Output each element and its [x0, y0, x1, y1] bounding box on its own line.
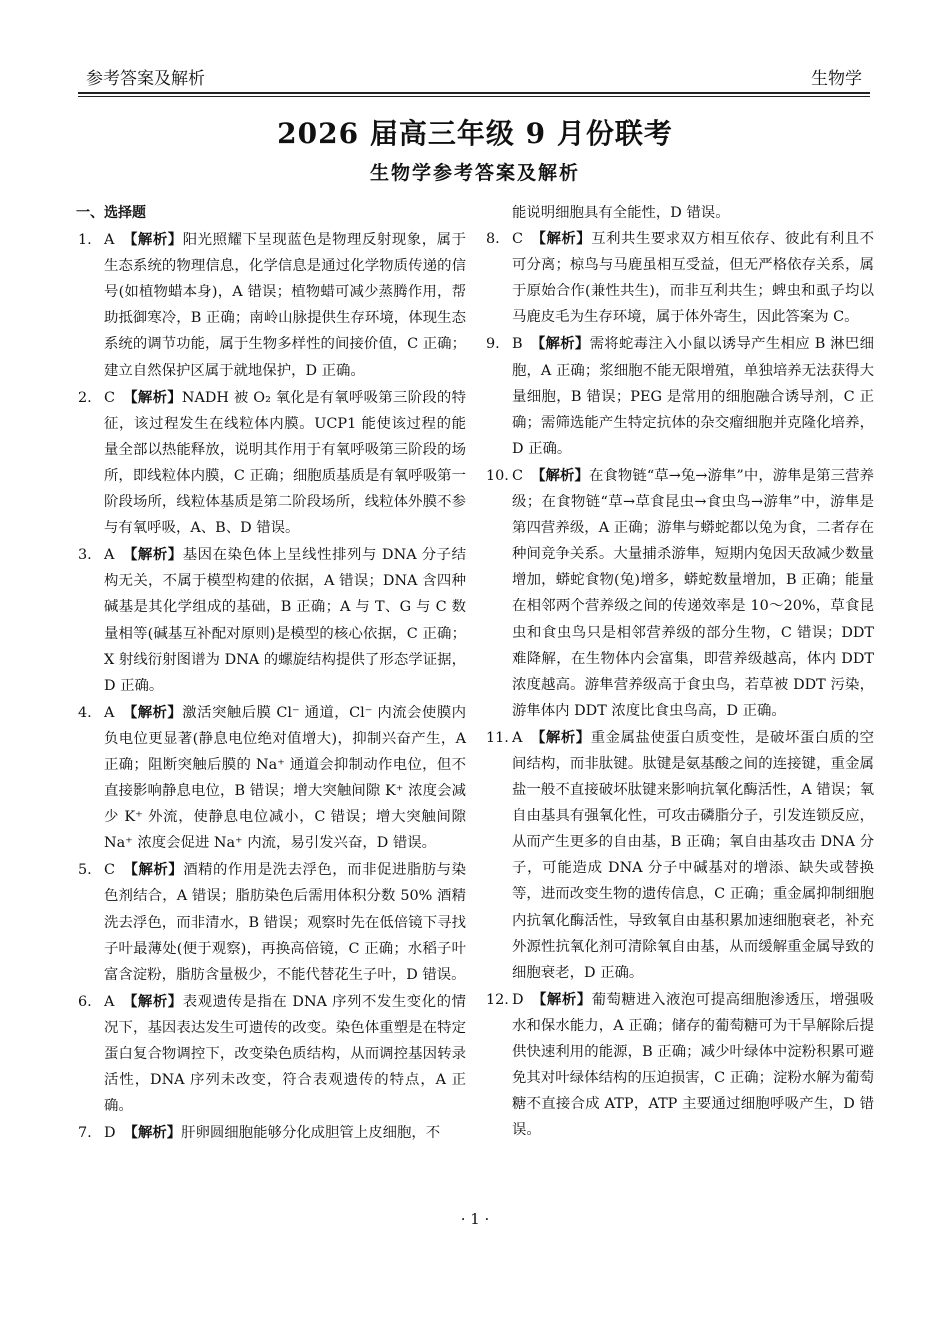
answer-letter: A: [104, 232, 115, 249]
analysis-text: 互利共生要求双方相互依存、彼此有利且不可分离；椋鸟与马鹿虽相互受益，但无严格依存关系，属于原始合作(兼性共生)，而非互利共生；蜱虫和虱子均以马鹿皮毛为生存环境，属于体外寄生，因此答案为 C。: [512, 231, 874, 326]
question-body: [104, 385, 466, 542]
analysis-text: 重金属盐使蛋白质变性，是破坏蛋白质的空间结构，而非肽键。肽键是氨基酸之间的连接键，重金属盐一般不直接破坏肽键来影响抗氧化酶活性，A 错误；氧自由基具有强氧化性，可攻击磷脂分子，引发连锁反应，从而产生更多的自由基，B 正确；氧自由基攻击 DNA 分子，可能造成 DNA 分子中碱基对的增添、缺失或替换等，进而改变生物的遗传信息，C 正确；重金属抑制细胞内抗氧化酶活性，导致氧自由基积累加速细胞衰老，补充外源性抗氧化剂可清除氧自由基，从而缓解重金属导致的细胞衰老，D 正确。: [512, 729, 874, 981]
answer-letter: A: [512, 729, 523, 746]
header-subject-label: 生物学: [811, 69, 862, 89]
analysis-tag: 【解析】: [531, 230, 592, 248]
analysis-tag: 【解析】: [531, 990, 592, 1008]
question-number: 5.: [78, 862, 92, 879]
question-item: [78, 857, 466, 987]
question-number: 8.: [486, 231, 500, 248]
page-header: [78, 58, 870, 94]
page-subtitle: 生物学参考答案及解析: [369, 162, 580, 184]
section-heading: 一、选择题: [76, 205, 146, 221]
question-item: [486, 331, 874, 461]
analysis-text: 基因在染色体上呈线性排列与 DNA 分子结构无关，不属于模型构建的依据，A 错误；DNA 含四种碱基是其化学组成的基础，B 正确；A 与 T、G 与 C 数量相等(碱基互补配对原则)是模型的核心依据，C 正确；X 射线衍射图谱为 DNA 的螺旋结构提供了形态学证据，D 正确。: [104, 547, 466, 694]
analysis-tag: 【解析】: [122, 546, 183, 564]
question-body: [512, 987, 874, 1144]
question-body: [104, 857, 466, 987]
analysis-tag: 【解析】: [123, 861, 184, 879]
question-body: [104, 542, 466, 699]
analysis-tag: 【解析】: [530, 335, 590, 353]
question-item: [78, 700, 466, 857]
question-list-right: [486, 226, 874, 1143]
analysis-tag: 【解析】: [123, 388, 182, 406]
question-body: [104, 227, 466, 384]
page-title: 2026 届高三年级 9 月份联考: [277, 117, 673, 150]
answer-letter: B: [512, 336, 523, 353]
answer-letter: A: [104, 993, 115, 1010]
analysis-text: 酒精的作用是洗去浮色，而非促进脂肪与染色剂结合，A 错误；脂肪染色后需用体积分数 50% 酒精洗去浮色，而非清水，B 错误；观察时先在低倍镜下寻找子叶最薄处(便于观察)，再换高倍镜，C 正确；水稻子叶富含淀粉，脂肪含量极少，不能代替花生子叶，D 错误。: [104, 862, 466, 983]
question-number: 6.: [78, 993, 92, 1010]
question-number: 1.: [78, 232, 92, 249]
analysis-tag: 【解析】: [122, 231, 183, 249]
question-number: 2.: [78, 389, 92, 406]
left-column: [78, 200, 466, 1147]
answer-letter: C: [104, 862, 116, 879]
analysis-tag: 【解析】: [123, 1124, 182, 1142]
answer-letter: D: [104, 1125, 116, 1142]
header-divider: [78, 96, 870, 97]
analysis-text: 表观遗传是指在 DNA 序列不发生变化的情况下，基因表达发生可遗传的改变。染色体重塑是在特定蛋白复合物调控下，改变染色质结构，从而调控基因转录活性，DNA 序列未改变，符合表观遗传的特点，A 正确。: [104, 993, 466, 1115]
answer-letter: C: [512, 231, 524, 248]
question-body: [512, 725, 874, 986]
analysis-text: 需将蛇毒注入小鼠以诱导产生相应 B 淋巴细胞，A 正确；浆细胞不能无限增殖，单独培养无法获得大量细胞，B 错误；PEG 是常用的细胞融合诱导剂，C 正确；需筛选能产生特定抗体的杂交瘤细胞并克隆化培养，D 正确。: [512, 336, 874, 457]
question-number: 7.: [78, 1125, 92, 1142]
question-item: [78, 989, 466, 1119]
question-body: [104, 700, 466, 857]
answer-letter: D: [512, 991, 524, 1008]
question-number: 12.: [486, 991, 509, 1008]
question-body: [512, 331, 874, 461]
analysis-tag: 【解析】: [531, 466, 589, 484]
question-item: [78, 227, 466, 384]
analysis-text: NADH 被 O₂ 氧化是有氧呼吸第三阶段的特征，该过程发生在线粒体内膜。UCP1 能使该过程的能量全部以热能释放，说明其作用于有氧呼吸第三阶段的场所，即线粒体内膜，C 正确；细胞质基质是有氧呼吸第一阶段场所，线粒体基质是第二阶段场所，线粒体外膜不参与有氧呼吸，A、B、D 错误。: [104, 389, 466, 537]
question-number: 10.: [486, 467, 509, 484]
question-item: [78, 385, 466, 542]
question-item: [78, 1120, 466, 1146]
question-item: [486, 463, 874, 724]
answer-letter: A: [104, 547, 115, 564]
question-body: [512, 463, 874, 724]
question-item: [486, 725, 874, 986]
right-column: [486, 200, 874, 1144]
answer-letter: C: [512, 467, 524, 484]
analysis-text: 肝卵圆细胞能够分化成胆管上皮细胞，不: [181, 1125, 441, 1142]
analysis-tag: 【解析】: [122, 992, 183, 1010]
analysis-tag: 【解析】: [530, 728, 591, 746]
question-list-left: [78, 227, 466, 1146]
question-body: [512, 226, 874, 330]
question-number: 3.: [78, 547, 92, 564]
question-number: 11.: [486, 729, 509, 746]
analysis-text: 激活突触后膜 Cl⁻ 通道，Cl⁻ 内流会使膜内负电位更显著(静息电位绝对值增大)，抑制兴奋产生，A 正确；阻断突触后膜的 Na⁺ 通道会抑制动作电位，但不直接影响静息电位，B 错误；增大突触间隙 K⁺ 浓度会减少 K⁺ 外流，使静息电位减小，C 错误；增大突触间隙 Na⁺ 浓度会促进 Na⁺ 内流，易引发兴奋，D 错误。: [104, 704, 466, 852]
page-number: · 1 ·: [460, 1210, 490, 1228]
analysis-text: 葡萄糖进入液泡可提高细胞渗透压，增强吸水和保水能力，A 正确；储存的葡萄糖可为干旱解除后提供快速利用的能源，B 正确；减少叶绿体中淀粉积累可避免其对叶绿体结构的压迫损害，C 正确；淀粉水解为葡萄糖不直接合成 ATP，ATP 主要通过细胞呼吸产生，D 错误。: [512, 991, 874, 1139]
question-item: [486, 226, 874, 330]
analysis-text: 在食物链“草→兔→游隼”中，游隼是第三营养级；在食物链“草→草食昆虫→食虫鸟→游隼”中，游隼是第四营养级，A 正确；游隼与蟒蛇都以兔为食，二者存在种间竞争关系。大量捕杀游隼，短期内兔因天敌减少数量增加，蟒蛇食物(兔)增多，蟒蛇数量增加，B 正确；能量在相邻两个营养级之间的传递效率是 10～20%，草食昆虫和食虫鸟只是相邻营养级的部分生物，C 错误；DDT 难降解，在生物体内会富集，即营养级越高，体内 DDT 浓度越高。游隼营养级高于食虫鸟，若草被 DDT 污染，游隼体内 DDT 浓度比食虫鸟高，D 正确。: [512, 467, 874, 719]
question-body: [104, 1120, 466, 1146]
question-number: 9.: [486, 336, 500, 353]
analysis-tag: 【解析】: [122, 703, 183, 721]
analysis-text: 阳光照耀下呈现蓝色是物理反射现象，属于生态系统的物理信息，化学信息是通过化学物质传递的信号(如植物蜡本身)，A 错误；植物蜡可减少蒸腾作用，帮助抵御寒冷，B 正确；南岭山脉提供生存环境，体现生态系统的调节功能，属于生物多样性的间接价值，C 正确；建立自然保护区属于就地保护，D 正确。: [104, 232, 466, 379]
answer-letter: C: [104, 389, 116, 406]
question-item: [78, 542, 466, 699]
continuation-text: 能说明细胞具有全能性，D 错误。: [512, 205, 730, 221]
question-body: [104, 989, 466, 1119]
header-left-label: 参考答案及解析: [86, 69, 205, 89]
question-number: 4.: [78, 704, 92, 721]
answer-letter: A: [104, 704, 115, 721]
question-item: [486, 987, 874, 1144]
